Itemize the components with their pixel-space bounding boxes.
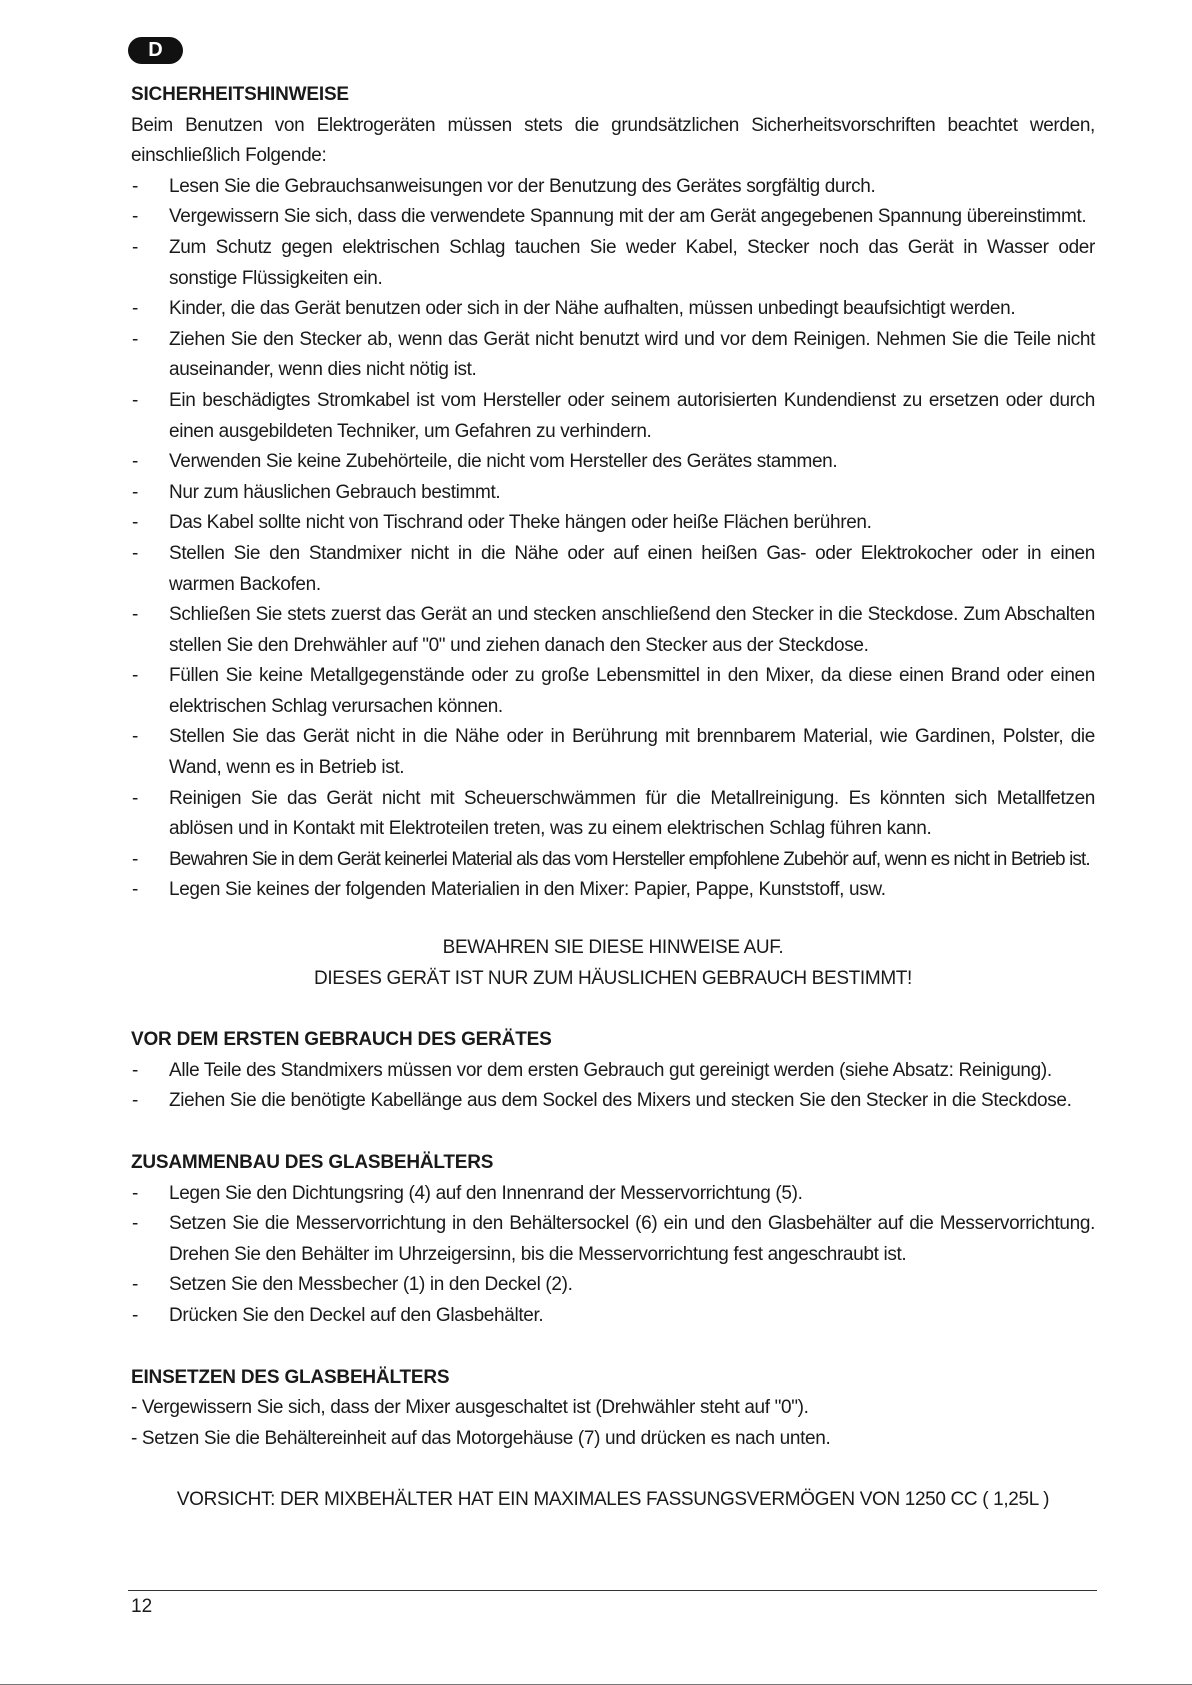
safety-intro: Beim Benutzen von Elektrogeräten müssen stets die grundsätzlichen Sicherheitsvorschriften beachtet werden, einschließlich Folgende: <box>131 114 1095 167</box>
safety-list <box>131 172 1095 906</box>
assembly-heading: ZUSAMMENBAU DES GLASBEHÄLTERS <box>131 1152 494 1173</box>
list-item: - Schließen Sie stets zuerst das Gerät an und stecken anschließend den Stecker in die Steckdose. Zum Abschalten stellen Sie den Drehwähler auf "0" und ziehen danach den Stecker aus der Steckdose. <box>131 600 1095 661</box>
list-item: - Stellen Sie den Standmixer nicht in die Nähe oder auf einen heißen Gas- oder Elektrokocher oder in einen warmen Backofen. <box>131 539 1095 600</box>
assembly-list <box>131 1179 1095 1332</box>
list-item: - Nur zum häuslichen Gebrauch bestimmt. <box>131 478 1095 509</box>
list-item: - Reinigen Sie das Gerät nicht mit Scheuerschwämmen für die Metallreinigung. Es könnten sich Metallfetzen ablösen und in Kontakt mit Elektroteilen treten, was zu einem elektrischen Schlag führen kann. <box>131 784 1095 845</box>
insert-line: - Vergewissern Sie sich, dass der Mixer ausgeschaltet ist (Drehwähler steht auf "0"). <box>131 1397 809 1419</box>
page-content <box>131 80 1095 1516</box>
list-item: - Ziehen Sie den Stecker ab, wenn das Gerät nicht benutzt wird und vor dem Reinigen. Nehmen Sie die Teile nicht auseinander, wenn dies nicht nötig ist. <box>131 325 1095 386</box>
page-number: 12 <box>131 1596 153 1617</box>
safety-heading: SICHERHEITSHINWEISE <box>131 84 349 105</box>
list-item: - Stellen Sie das Gerät nicht in die Nähe oder in Berührung mit brennbarem Material, wie Gardinen, Polster, die Wand, wenn es in Betrieb ist. <box>131 722 1095 783</box>
household-use-notice: DIESES GERÄT IST NUR ZUM HÄUSLICHEN GEBRAUCH BESTIMMT! <box>314 967 912 989</box>
insert-heading: EINSETZEN DES GLASBEHÄLTERS <box>131 1366 450 1388</box>
first-use-list <box>131 1056 1095 1117</box>
list-item: - Das Kabel sollte nicht von Tischrand oder Theke hängen oder heiße Flächen berühren. <box>131 508 1095 539</box>
language-badge: D <box>128 37 183 64</box>
list-item: - Alle Teile des Standmixers müssen vor dem ersten Gebrauch gut gereinigt werden (siehe Absatz: Reinigung). <box>131 1056 1095 1087</box>
list-item: - Füllen Sie keine Metallgegenstände oder zu große Lebensmittel in den Mixer, da diese einen Brand oder einen elektrischen Schlag verursachen können. <box>131 661 1095 722</box>
list-item: - Bewahren Sie in dem Gerät keinerlei Material als das vom Hersteller empfohlene Zubehör auf, wenn es nicht in Betrieb ist. <box>131 845 1095 876</box>
list-item: - Setzen Sie den Messbecher (1) in den Deckel (2). <box>131 1270 1095 1301</box>
list-item: - Verwenden Sie keine Zubehörteile, die nicht vom Hersteller des Gerätes stammen. <box>131 447 1095 478</box>
list-item: - Vergewissern Sie sich, dass die verwendete Spannung mit der am Gerät angegebenen Spannung übereinstimmt. <box>131 202 1095 233</box>
list-item: - Lesen Sie die Gebrauchsanweisungen vor der Benutzung des Gerätes sorgfältig durch. <box>131 172 1095 203</box>
list-item: - Legen Sie keines der folgenden Materialien in den Mixer: Papier, Pappe, Kunststoff, usw. <box>131 875 1095 906</box>
list-item: - Ein beschädigtes Stromkabel ist vom Hersteller oder seinem autorisierten Kundendienst zu ersetzen oder durch einen ausgebildeten Techniker, um Gefahren zu verhindern. <box>131 386 1095 447</box>
insert-line: - Setzen Sie die Behältereinheit auf das Motorgehäuse (7) und drücken es nach unten. <box>131 1427 831 1449</box>
list-item: - Legen Sie den Dichtungsring (4) auf den Innenrand der Messervorrichtung (5). <box>131 1179 1095 1210</box>
list-item: - Zum Schutz gegen elektrischen Schlag tauchen Sie weder Kabel, Stecker noch das Gerät in Wasser oder sonstige Flüssigkeiten ein. <box>131 233 1095 294</box>
keep-instructions-notice: BEWAHREN SIE DIESE HINWEISE AUF. <box>442 937 784 959</box>
first-use-heading: VOR DEM ERSTEN GEBRAUCH DES GERÄTES <box>131 1029 552 1051</box>
capacity-caution: VORSICHT: DER MIXBEHÄLTER HAT EIN MAXIMALES FASSUNGSVERMÖGEN VON 1250 CC ( 1,25L ) <box>176 1489 1050 1511</box>
list-item: - Setzen Sie die Messervorrichtung in den Behältersockel (6) ein und den Glasbehälter auf die Messervorrichtung. Drehen Sie den Behälter im Uhrzeigersinn, bis die Messervorrichtung fest angeschraubt ist. <box>131 1209 1095 1270</box>
list-item: - Kinder, die das Gerät benutzen oder sich in der Nähe aufhalten, müssen unbedingt beaufsichtigt werden. <box>131 294 1095 325</box>
list-item: - Drücken Sie den Deckel auf den Glasbehälter. <box>131 1301 1095 1332</box>
footer-divider <box>128 1590 1097 1591</box>
list-item: - Ziehen Sie die benötigte Kabellänge aus dem Sockel des Mixers und stecken Sie den Stecker in die Steckdose. <box>131 1086 1095 1117</box>
